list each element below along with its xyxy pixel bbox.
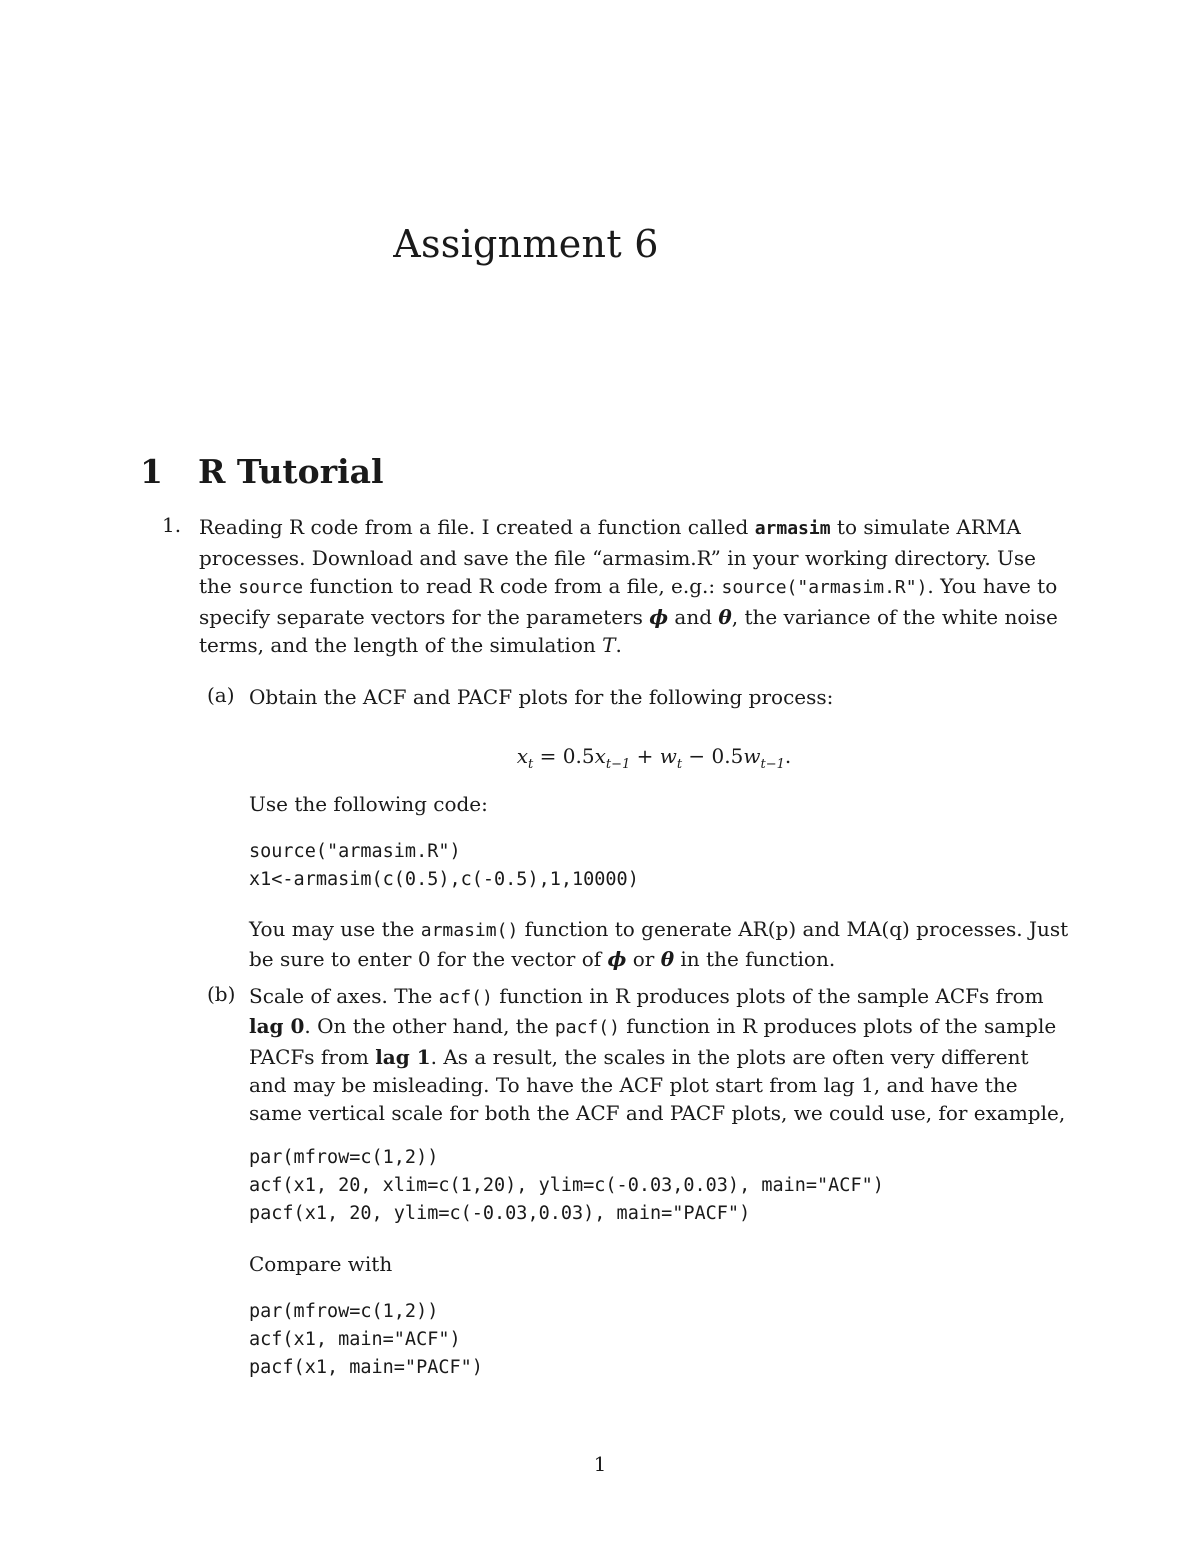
code-line: pacf(x1, 20, ylim=c(-0.03,0.03), main="PACF") — [249, 1203, 751, 1224]
eq-op: . — [784, 744, 792, 768]
eq-term: x — [594, 744, 606, 768]
page-title: Assignment 6 — [393, 222, 659, 266]
t-symbol: T — [602, 633, 616, 657]
eq-term: w — [659, 744, 677, 768]
section-title: R Tutorial — [198, 452, 384, 491]
eq-sub: t — [676, 757, 683, 772]
use-code-text: Use the following code: — [249, 792, 488, 816]
eq-op: − 0.5 — [682, 744, 744, 768]
code-line: par(mfrow=c(1,2)) — [249, 1147, 439, 1168]
text-span: . — [615, 633, 622, 657]
code-line: pacf(x1, main="PACF") — [249, 1357, 483, 1378]
item1-intro: Reading R code from a file. — [199, 515, 476, 539]
code-line: acf(x1, 20, xlim=c(1,20), ylim=c(-0.03,0.03), main="ACF") — [249, 1175, 884, 1196]
text-span: or — [626, 947, 661, 972]
part-a-note — [249, 915, 1069, 974]
item-number: 1. — [162, 513, 182, 537]
text-span: to simulate ARMA processes. Download and save the file “armasim.R” in your working directory. Use the — [199, 515, 1036, 598]
inline-code: armasim — [754, 518, 831, 539]
equation — [0, 744, 1200, 772]
eq-sub: t — [528, 757, 534, 772]
text-span: function in R produces plots of the sample ACFs from — [492, 984, 1044, 1008]
code-line: par(mfrow=c(1,2)) — [249, 1301, 439, 1322]
inline-code: acf() — [438, 987, 493, 1008]
lag-1: lag 1 — [375, 1044, 431, 1069]
inline-code: pacf() — [554, 1017, 620, 1039]
text-span: You may use the — [249, 917, 421, 941]
text-span: . As a result, the scales in the plots are often very different and may be misleading. To have the ACF plot start from lag 1, and have the same vertical scale for both the ACF and PACF plots, we could use, for example, — [249, 1044, 1066, 1126]
text-span: , the variance of the white noise terms, and the length of the simulation — [199, 604, 1058, 657]
text-span: function to generate AR(p) and MA(q) processes. Just be sure to enter 0 for the vector of — [249, 917, 1069, 972]
inline-code: source — [238, 577, 304, 598]
section-number: 1 — [140, 452, 163, 491]
text-span: I created a function called — [475, 515, 755, 539]
part-b-text — [249, 982, 1069, 1127]
eq-term: w — [743, 744, 761, 768]
compare-text: Compare with — [249, 1252, 393, 1276]
theta-symbol: θ — [660, 947, 675, 972]
part-a-label: (a) — [207, 683, 235, 707]
text-span: function to read R code from a file, e.g.: — [303, 574, 722, 598]
item1-paragraph — [199, 513, 1069, 660]
text-span: . On the other hand, the — [304, 1014, 555, 1039]
phi-symbol: ϕ — [607, 947, 627, 972]
page-number: 1 — [593, 1452, 607, 1476]
text-span: function in R produces plots of the sample PACFs from — [249, 1014, 1057, 1069]
eq-sub: t−1 — [760, 757, 785, 772]
eq-term: x — [516, 744, 529, 768]
text-span: and — [668, 604, 719, 629]
code-line: source("armasim.R") — [249, 841, 461, 862]
eq-sub: t−1 — [605, 757, 631, 772]
part-a-text: Obtain the ACF and PACF plots for the following process: — [249, 685, 834, 709]
eq-op: = 0.5 — [533, 744, 595, 768]
phi-symbol: ϕ — [649, 604, 669, 629]
code-line: x1<-armasim(c(0.5),c(-0.5),1,10000) — [249, 869, 639, 890]
inline-code: armasim() — [420, 920, 519, 941]
text-span: . You have to specify separate vectors for the parameters — [199, 574, 1058, 629]
theta-symbol: θ — [718, 604, 732, 629]
text-span: Scale of axes. The — [249, 984, 439, 1008]
code-line: acf(x1, main="ACF") — [249, 1329, 461, 1350]
eq-op: + — [630, 744, 660, 768]
lag-0: lag 0 — [249, 1014, 305, 1039]
text-span: in the function. — [674, 947, 836, 972]
inline-code: source("armasim.R") — [721, 577, 928, 598]
part-b-label: (b) — [207, 982, 236, 1006]
